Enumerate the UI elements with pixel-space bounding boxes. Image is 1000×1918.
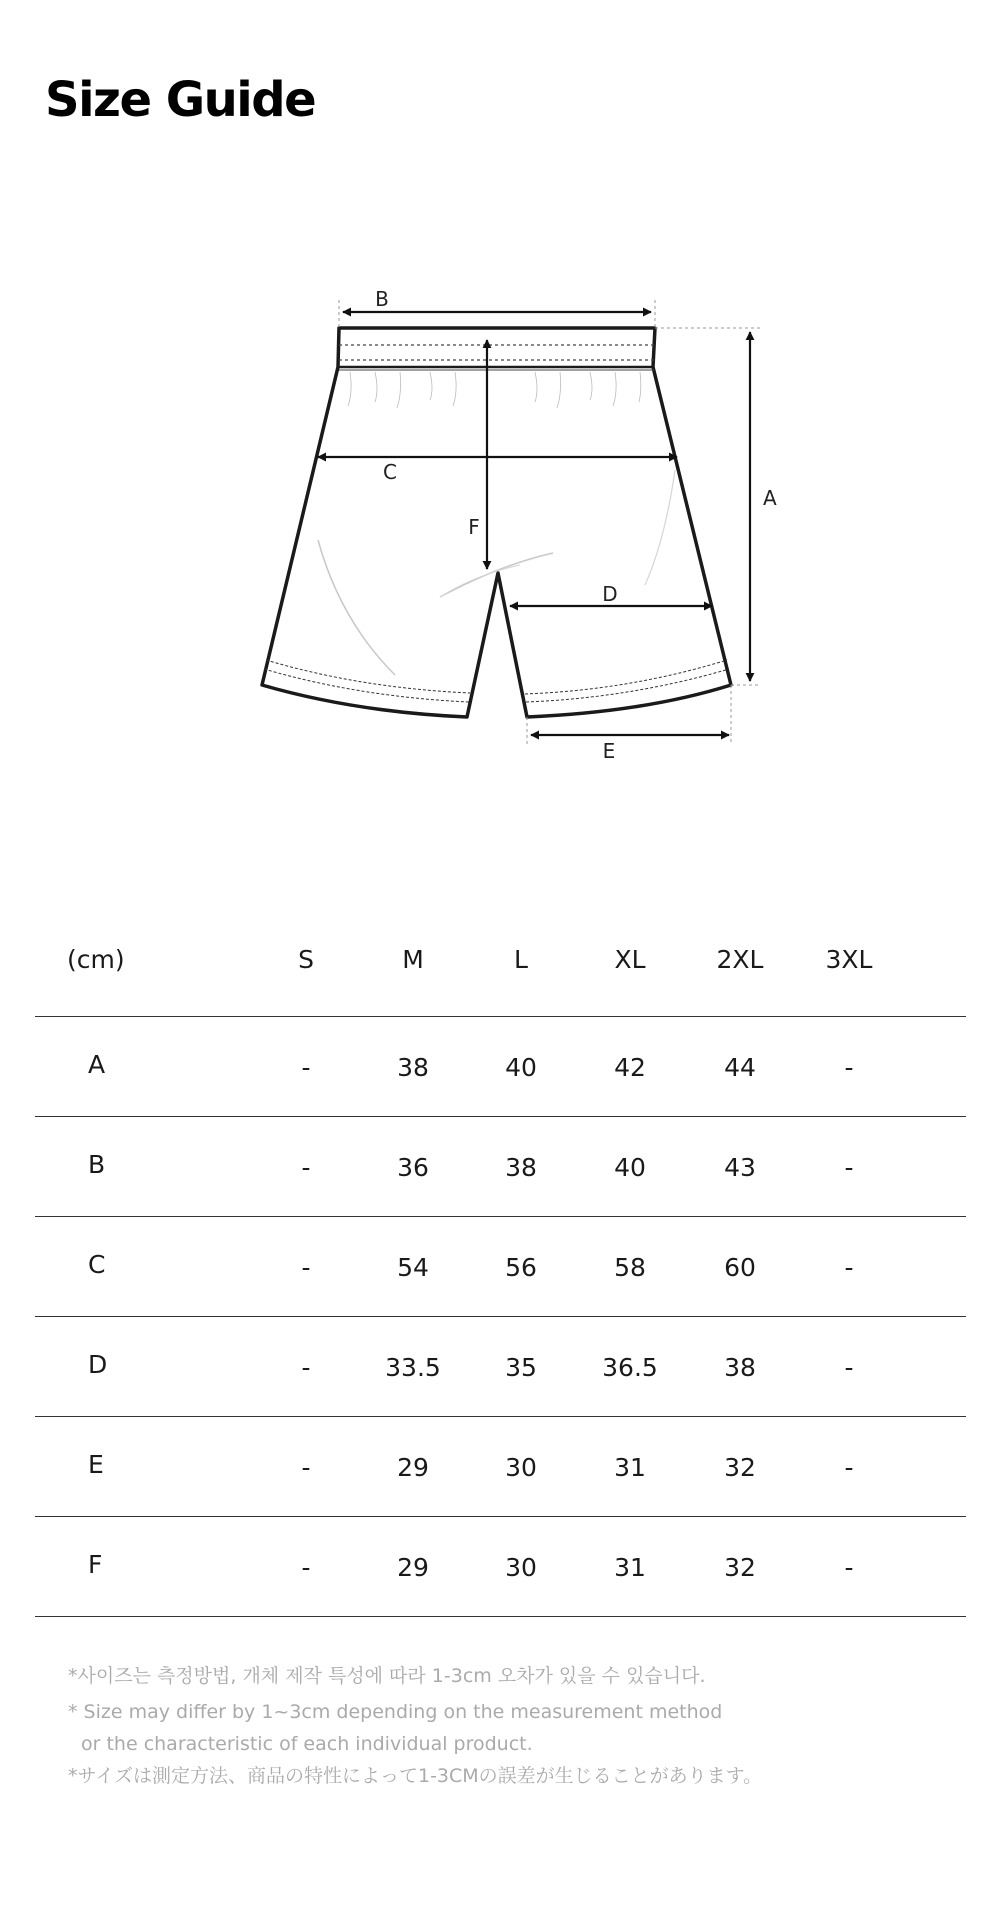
table-row	[35, 1216, 966, 1316]
row-label: F	[88, 1549, 103, 1579]
table-cell: -	[301, 1052, 311, 1082]
table-cell: -	[844, 1252, 854, 1282]
column-header: L	[514, 945, 528, 975]
table-cell: 31	[614, 1552, 646, 1582]
row-label: E	[88, 1449, 104, 1479]
table-cell: 58	[614, 1252, 646, 1282]
table-cell: -	[844, 1552, 854, 1582]
spacer-cell	[903, 920, 966, 1016]
table-cell: 38	[397, 1052, 429, 1082]
table-cell: -	[844, 1452, 854, 1482]
table-cell: 43	[724, 1152, 756, 1182]
spacer-cell	[903, 1016, 966, 1116]
size-table	[35, 920, 966, 1617]
table-cell: 32	[724, 1452, 756, 1482]
column-header: XL	[614, 945, 646, 975]
table-row	[35, 1116, 966, 1216]
size-notes	[68, 1660, 948, 1792]
table-cell: -	[301, 1152, 311, 1182]
note-english-line2: or the characteristic of each individual product.	[81, 1733, 533, 1755]
row-label: D	[88, 1349, 108, 1379]
row-label: A	[88, 1049, 106, 1079]
spacer-cell	[903, 1216, 966, 1316]
row-label: B	[88, 1149, 106, 1179]
spacer-cell	[903, 1516, 966, 1616]
table-cell: 30	[505, 1452, 537, 1482]
label-b: B	[375, 287, 389, 311]
row-label: C	[88, 1249, 106, 1279]
table-cell: 35	[505, 1352, 537, 1382]
table-cell: 33.5	[385, 1352, 441, 1382]
unit-label: (cm)	[67, 945, 125, 975]
table-cell: 44	[724, 1052, 756, 1082]
table-cell: -	[844, 1352, 854, 1382]
table-header-row	[35, 920, 966, 1016]
label-d: D	[602, 582, 618, 606]
table-row	[35, 1516, 966, 1616]
table-cell: -	[844, 1052, 854, 1082]
table-cell: 40	[614, 1152, 646, 1182]
label-c: C	[383, 460, 397, 484]
shorts-measurement-diagram	[240, 280, 780, 770]
table-cell: -	[301, 1252, 311, 1282]
column-header: S	[298, 945, 314, 975]
spacer-cell	[903, 1116, 966, 1216]
table-cell: 36	[397, 1152, 429, 1182]
column-header: 2XL	[716, 945, 764, 975]
table-cell: 60	[724, 1252, 756, 1282]
table-row	[35, 1016, 966, 1116]
table-cell: 31	[614, 1452, 646, 1482]
spacer-cell	[903, 1316, 966, 1416]
column-header: M	[402, 945, 424, 975]
table-cell: 32	[724, 1552, 756, 1582]
table-cell: 38	[724, 1352, 756, 1382]
table-cell: 40	[505, 1052, 537, 1082]
label-f: F	[468, 515, 480, 539]
table-cell: 38	[505, 1152, 537, 1182]
table-cell: 42	[614, 1052, 646, 1082]
label-a: A	[763, 486, 777, 510]
shorts-outline	[262, 328, 731, 717]
note-english-line1: * Size may differ by 1~3cm depending on the measurement method	[68, 1701, 723, 1723]
table-cell: 30	[505, 1552, 537, 1582]
table-row	[35, 1416, 966, 1516]
table-cell: 29	[397, 1452, 429, 1482]
table-row	[35, 1316, 966, 1416]
page-title: Size Guide	[45, 72, 316, 128]
label-e: E	[602, 739, 616, 763]
table-cell: 29	[397, 1552, 429, 1582]
table-cell: -	[844, 1152, 854, 1182]
table-cell: 56	[505, 1252, 537, 1282]
table-cell: 36.5	[602, 1352, 658, 1382]
table-cell: -	[301, 1352, 311, 1382]
table-cell: -	[301, 1552, 311, 1582]
note-korean: *사이즈는 측정방법, 개체 제작 특성에 따라 1-3cm 오차가 있을 수 있습니다.	[68, 1665, 706, 1687]
note-japanese: *サイズは測定方法、商品の特性によって1-3CMの誤差が生じることがあります。	[68, 1765, 763, 1787]
spacer-cell	[903, 1416, 966, 1516]
table-cell: -	[301, 1452, 311, 1482]
column-header: 3XL	[825, 945, 873, 975]
table-cell: 54	[397, 1252, 429, 1282]
